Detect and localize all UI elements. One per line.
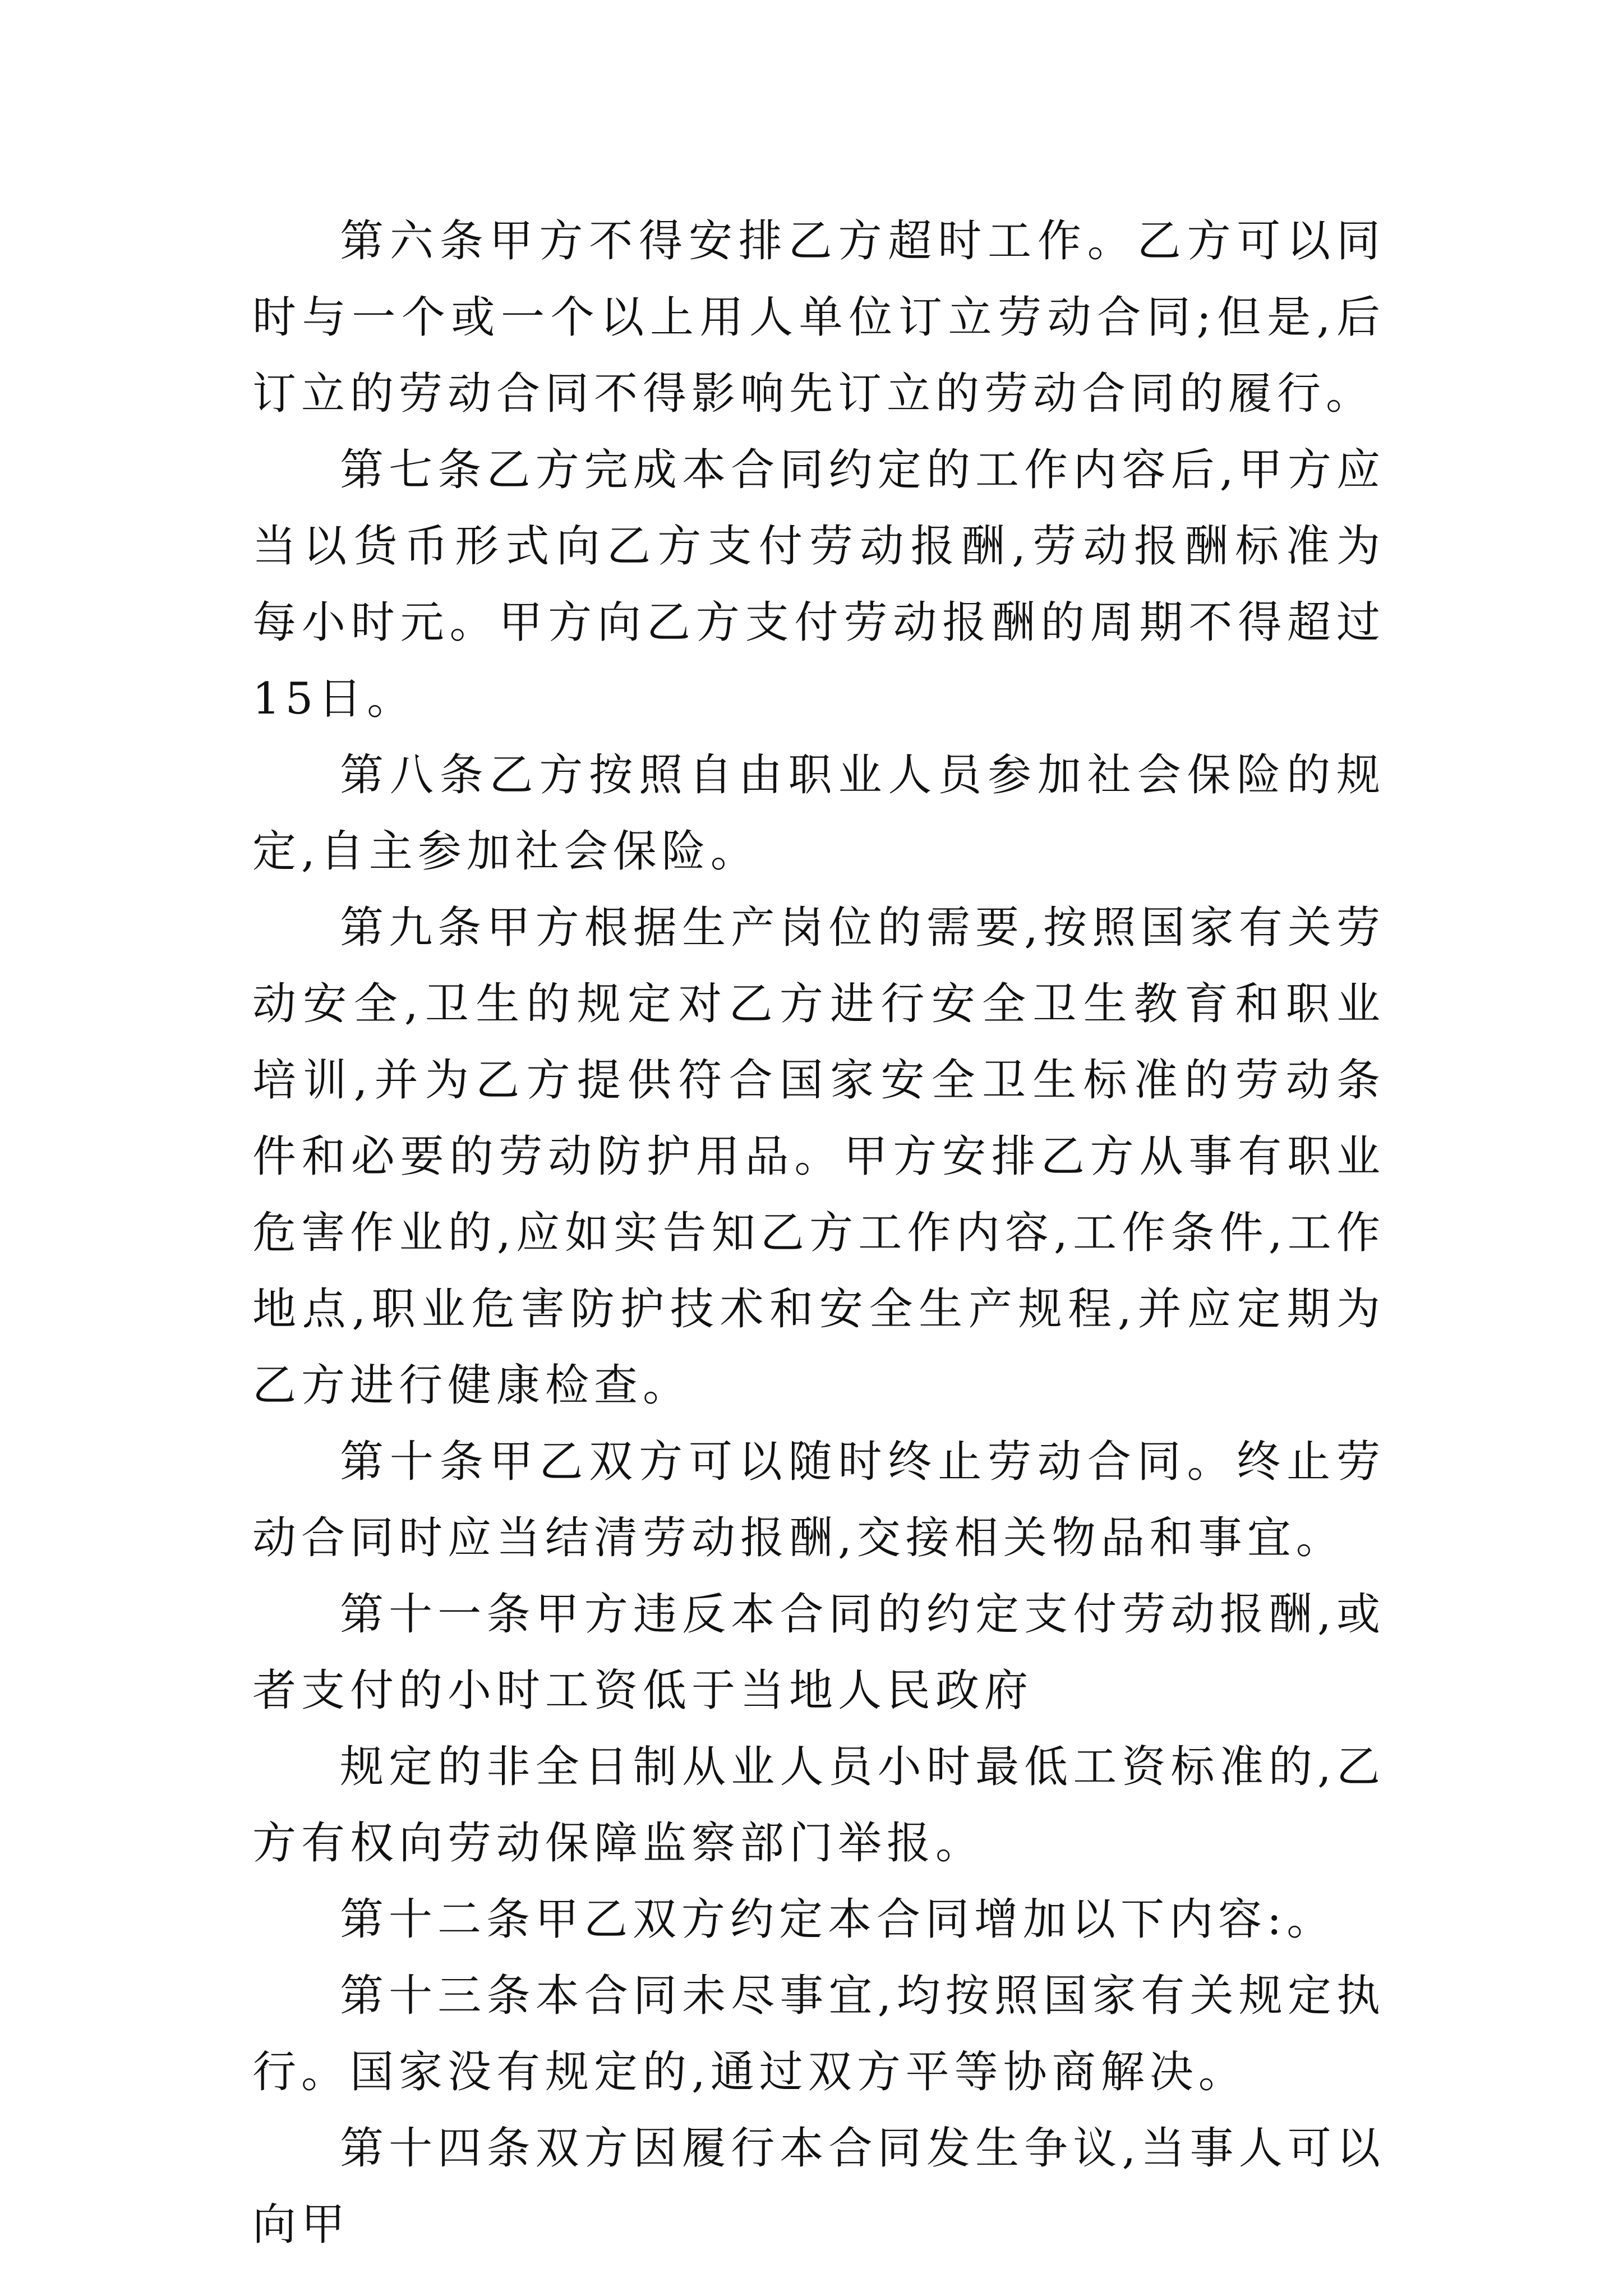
paragraph-article-10: 第十条甲乙双方可以随时终止劳动合同。终止劳动合同时应当结清劳动报酬,交接相关物品和事宜。 [252,1437,1385,1563]
paragraph-article-7: 第七条乙方完成本合同约定的工作内容后,甲方应当以货币形式向乙方支付劳动报酬,劳动报酬标准为每小时元。甲方向乙方支付劳动报酬的周期不得超过15日。 [252,445,1385,724]
paragraph-article-13: 第十三条本合同未尽事宜,均按照国家有关规定执行。国家没有规定的,通过双方平等协商解决。 [252,1971,1385,2097]
document-body [252,203,1385,2263]
paragraph-article-8: 第八条乙方按照自由职业人员参加社会保险的规定,自主参加社会保险。 [252,750,1385,877]
paragraph-article-12: 第十二条甲乙双方约定本合同增加以下内容:。 [340,1894,1336,1945]
paragraph-article-11-continued: 规定的非全日制从业人员小时最低工资标准的,乙方有权向劳动保障监察部门举报。 [252,1742,1385,1869]
paragraph-article-6: 第六条甲方不得安排乙方超时工作。乙方可以同时与一个或一个以上用人单位订立劳动合同;但是,后订立的劳动合同不得影响先订立的劳动合同的履行。 [252,216,1385,419]
paragraph-article-14: 第十四条双方因履行本合同发生争议,当事人可以向甲 [252,2123,1385,2250]
paragraph-article-9: 第九条甲方根据生产岗位的需要,按照国家有关劳动安全,卫生的规定对乙方进行安全卫生教育和职业培训,并为乙方提供符合国家安全卫生标准的劳动条件和必要的劳动防护用品。甲方安排乙方从事有职业危害作业的,应如实告知乙方工作内容,工作条件,工作地点,职业危害防护技术和安全生产规程,并应定期为乙方进行健康检查。 [252,903,1385,1411]
paragraph-article-11: 第十一条甲方违反本合同的约定支付劳动报酬,或者支付的小时工资低于当地人民政府 [252,1589,1385,1716]
